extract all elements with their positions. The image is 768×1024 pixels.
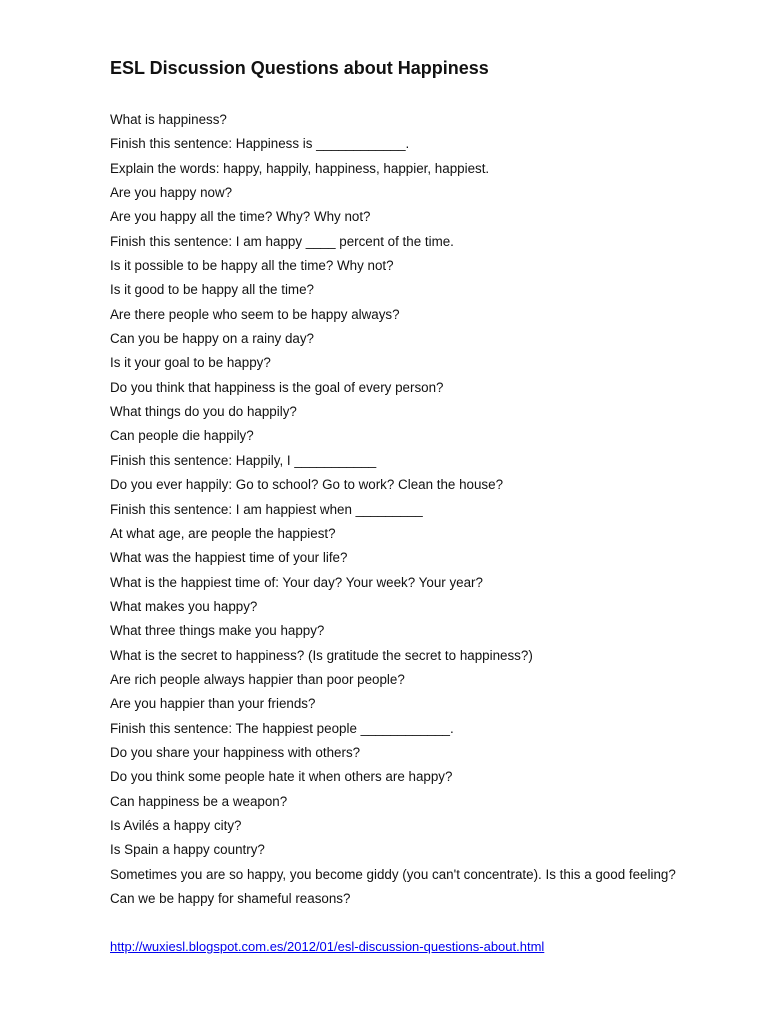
question-item: Are there people who seem to be happy always?: [110, 306, 400, 322]
question-item: Explain the words: happy, happily, happiness, happier, happiest.: [110, 160, 490, 176]
question-item: Is Avilés a happy city?: [110, 817, 242, 833]
question-item: Can you be happy on a rainy day?: [110, 331, 314, 347]
question-item: Finish this sentence: I am happy ____ percent of the time.: [110, 233, 454, 249]
document-title: ESL Discussion Questions about Happiness: [110, 58, 489, 78]
question-item: What three things make you happy?: [110, 623, 325, 639]
question-item: Are you happy all the time? Why? Why not?: [110, 209, 371, 225]
question-item: What is happiness?: [110, 112, 227, 127]
question-item: Is it possible to be happy all the time? Why not?: [110, 258, 394, 274]
question-item: What was the happiest time of your life?: [110, 550, 348, 566]
question-item: What is the happiest time of: Your day? Your week? Your year?: [110, 574, 483, 590]
question-item: Sometimes you are so happy, you become giddy (you can't concentrate). Is this a good feeling?: [110, 866, 676, 882]
question-item: Do you think that happiness is the goal of every person?: [110, 379, 444, 395]
question-item: Finish this sentence: Happily, I ___________: [110, 452, 377, 468]
question-item: What things do you do happily?: [110, 404, 297, 420]
question-item: Can we be happy for shameful reasons?: [110, 891, 351, 906]
question-item: Do you think some people hate it when others are happy?: [110, 769, 453, 785]
question-item: Finish this sentence: The happiest people ____________.: [110, 720, 454, 736]
question-list: [110, 108, 676, 911]
question-item: Do you share your happiness with others?: [110, 744, 361, 760]
question-item: Is it your goal to be happy?: [110, 355, 271, 371]
source-link[interactable]: http://wuxiesl.blogspot.com.es/2012/01/esl-discussion-questions-about.html: [110, 939, 545, 954]
question-item: What makes you happy?: [110, 598, 258, 614]
question-item: Are you happier than your friends?: [110, 696, 316, 712]
question-item: What is the secret to happiness? (Is gratitude the secret to happiness?): [110, 647, 533, 663]
question-item: Do you ever happily: Go to school? Go to work? Clean the house?: [110, 477, 504, 493]
question-item: Finish this sentence: Happiness is ____________.: [110, 136, 410, 152]
question-item: Finish this sentence: I am happiest when _________: [110, 501, 423, 517]
question-item: Is Spain a happy country?: [110, 842, 265, 858]
question-item: Can happiness be a weapon?: [110, 793, 288, 809]
question-item: Is it good to be happy all the time?: [110, 282, 314, 298]
question-item: Are rich people always happier than poor people?: [110, 671, 405, 687]
question-item: At what age, are people the happiest?: [110, 525, 336, 541]
question-item: Are you happy now?: [110, 185, 233, 201]
question-item: Can people die happily?: [110, 428, 254, 444]
